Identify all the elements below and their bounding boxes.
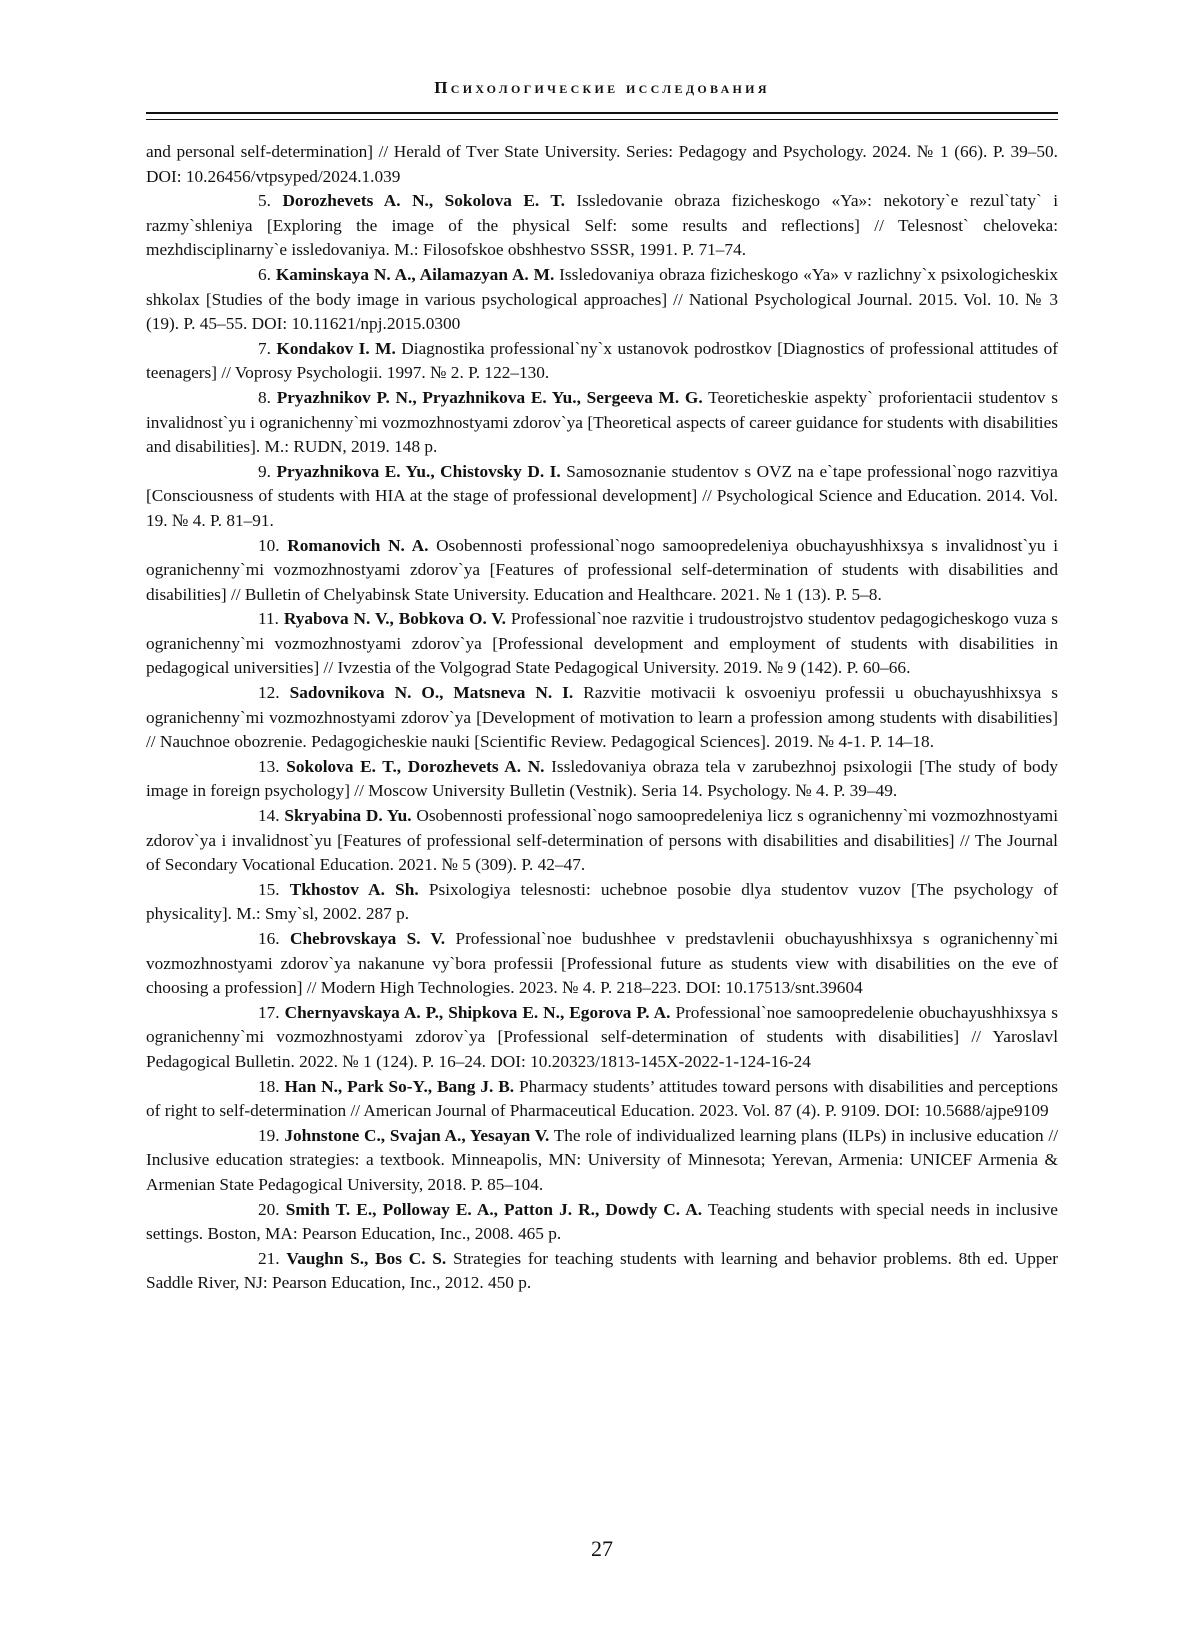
- reference-authors: Ryabova N. V., Bobkova O. V.: [284, 609, 506, 628]
- reference-authors: Smith T. E., Polloway E. A., Patton J. R., Dowdy C. A.: [286, 1200, 702, 1219]
- reference-item: [146, 1198, 1058, 1247]
- reference-item: [146, 755, 1058, 804]
- running-header: Психологические исследования: [146, 78, 1058, 98]
- reference-text: Osobennosti professional`nogo samoopredeleniya licz s ogranichenny`mi vozmozhnostyami zdorov`ya i invalidnost`yu [Features of professional self-determination of persons with disabilities and disabilities] // The Journal of Secondary Vocational Education. 2021. № 5 (309). P. 42–47.: [146, 806, 1058, 874]
- reference-number: 6.: [202, 263, 271, 288]
- reference-item: [146, 1001, 1058, 1075]
- reference-text: Samosoznanie studentov s OVZ na e`tape professional`nogo razvitiya [Consciousness of students with HIA at the stage of professional development] // Psychological Science and Education. 2014. Vol. 19. № 4. P. 81–91.: [146, 462, 1058, 530]
- reference-item: [146, 460, 1058, 534]
- reference-item: [146, 189, 1058, 263]
- references-container: [146, 189, 1058, 1296]
- reference-number: 19.: [202, 1124, 280, 1149]
- header-rule-thin: [146, 119, 1058, 120]
- reference-authors: Sadovnikova N. O., Matsneva N. I.: [290, 683, 574, 702]
- reference-item: [146, 263, 1058, 337]
- reference-number: 14.: [202, 804, 280, 829]
- reference-text: Professional`noe budushhee v predstavlenii obuchayushhixsya s ogranichenny`mi vozmozhnostyami zdorov`ya nakanune vy`bora professii [Professional future as students view with disabilities on the eve of choosing a profession] // Modern High Technologies. 2023. № 4. P. 218–223. DOI: 10.17513/snt.39604: [146, 929, 1058, 997]
- reference-list: [146, 140, 1058, 1296]
- reference-number: 16.: [202, 927, 280, 952]
- reference-item: [146, 607, 1058, 681]
- reference-number: 9.: [202, 460, 271, 485]
- reference-item: [146, 534, 1058, 608]
- reference-number: 18.: [202, 1075, 280, 1100]
- reference-text: Psixologiya telesnosti: uchebnoe posobie dlya studentov vuzov [The psychology of physicality]. M.: Smy`sl, 2002. 287 p.: [146, 880, 1058, 924]
- reference-item: [146, 1075, 1058, 1124]
- reference-text: Issledovaniya obraza fizicheskogo «Ya» v razlichny`x psixologicheskix shkolax [Studies of the body image in various psychological approaches] // National Psychological Journal. 2015. Vol. 10. № 3 (19). P. 45–55. DOI: 10.11621/npj.2015.0300: [146, 265, 1058, 333]
- page-number: 27: [146, 1536, 1058, 1562]
- reference-text: Diagnostika professional`ny`x ustanovok podrostkov [Diagnostics of professional attitudes of teenagers] // Voprosy Psychologii. 1997. № 2. P. 122–130.: [146, 339, 1058, 383]
- reference-continuation: and personal self-determination] // Herald of Tver State University. Series: Pedagogy and Psychology. 2024. № 1 (66). P. 39–50. DOI: 10.26456/vtpsyped/2024.1.039: [146, 140, 1058, 189]
- reference-text: Issledovanie obraza fizicheskogo «Ya»: nekotory`e rezul`taty` i razmy`shleniya [Exploring the image of the physical Self: some results and reflections] // Telesnost` cheloveka: mezhdisciplinarny`e issledovaniya. M.: Filosofskoe obshhestvo SSSR, 1991. P. 71–74.: [146, 191, 1058, 259]
- reference-text: Razvitie motivacii k osvoeniyu professii u obuchayushhixsya s ogranichenny`mi vozmozhnostyami zdorov`ya [Development of motivation to learn a profession among students with disabilities] // Nauchnoe obozrenie. Pedagogicheskie nauki [Scientific Review. Pedagogical Sciences]. 2019. № 4-1. P. 14–18.: [146, 683, 1058, 751]
- reference-text: Teaching students with special needs in inclusive settings. Boston, MA: Pearson Education, Inc., 2008. 465 p.: [146, 1200, 1058, 1244]
- reference-authors: Chebrovskaya S. V.: [290, 929, 445, 948]
- reference-item: [146, 1247, 1058, 1296]
- reference-text: Pharmacy students’ attitudes toward persons with disabilities and perceptions of right to self-determination // American Journal of Pharmaceutical Education. 2023. Vol. 87 (4). P. 9109. DOI: 10.5688/ajpe9109: [146, 1077, 1058, 1121]
- reference-authors: Romanovich N. A.: [287, 536, 428, 555]
- reference-text: Strategies for teaching students with learning and behavior problems. 8th ed. Upper Saddle River, NJ: Pearson Education, Inc., 2012. 450 p.: [146, 1249, 1058, 1293]
- reference-number: 5.: [202, 189, 271, 214]
- reference-number: 12.: [202, 681, 280, 706]
- reference-authors: Tkhostov A. Sh.: [290, 880, 419, 899]
- reference-number: 17.: [202, 1001, 280, 1026]
- reference-number: 20.: [202, 1198, 280, 1223]
- reference-text: Professional`noe samoopredelenie obuchayushhixsya s ogranichenny`mi vozmozhnostyami zdorov`ya [Professional self-determination of students with disabilities] // Yaroslavl Pedagogical Bulletin. 2022. № 1 (124). P. 16–24. DOI: 10.20323/1813-145X-2022-1-124-16-24: [146, 1003, 1058, 1071]
- reference-number: 13.: [202, 755, 280, 780]
- reference-authors: Pryazhnikov P. N., Pryazhnikova E. Yu., Sergeeva M. G.: [277, 388, 703, 407]
- reference-item: [146, 681, 1058, 755]
- reference-authors: Han N., Park So-Y., Bang J. B.: [285, 1077, 515, 1096]
- reference-authors: Chernyavskaya A. P., Shipkova E. N., Egorova P. A.: [285, 1003, 671, 1022]
- reference-number: 15.: [202, 878, 280, 903]
- reference-item: [146, 1124, 1058, 1198]
- reference-text: Teoreticheskie aspekty` proforientacii studentov s invalidnost`yu i ogranichenny`mi vozmozhnostyami zdorov`ya [Theoretical aspects of career guidance for students with disabilities and disabilities]. M.: RUDN, 2019. 148 p.: [146, 388, 1058, 456]
- reference-authors: Skryabina D. Yu.: [284, 806, 411, 825]
- reference-authors: Vaughn S., Bos C. S.: [286, 1249, 446, 1268]
- reference-authors: Dorozhevets A. N., Sokolova E. T.: [282, 191, 564, 210]
- reference-authors: Johnstone C., Svajan A., Yesayan V.: [284, 1126, 549, 1145]
- reference-number: 10.: [202, 534, 280, 559]
- reference-item: [146, 878, 1058, 927]
- reference-item: [146, 386, 1058, 460]
- reference-text: The role of individualized learning plans (ILPs) in inclusive education // Inclusive education strategies: a textbook. Minneapolis, MN: University of Minnesota; Yerevan, Armenia: UNICEF Armenia & Armenian State Pedagogical University, 2018. P. 85–104.: [146, 1126, 1058, 1194]
- reference-number: 7.: [202, 337, 271, 362]
- reference-number: 21.: [202, 1247, 280, 1272]
- reference-text: Issledovaniya obraza tela v zarubezhnoj psixologii [The study of body image in foreign psychology] // Moscow University Bulletin (Vestnik). Seria 14. Psychology. № 4. P. 39–49.: [146, 757, 1058, 801]
- reference-text: Professional`noe razvitie i trudoustrojstvo studentov pedagogicheskogo vuza s ogranichenny`mi vozmozhnostyami zdorov`ya [Professional development and employment of students with disabilities in pedagogical universities] // Ivzestia of the Volgograd State Pedagogical University. 2019. № 9 (142). P. 60–66.: [146, 609, 1058, 677]
- header-rule-thick: [146, 112, 1058, 114]
- reference-number: 8.: [202, 386, 271, 411]
- reference-authors: Kaminskaya N. A., Ailamazyan A. M.: [276, 265, 554, 284]
- reference-authors: Pryazhnikova E. Yu., Chistovsky D. I.: [277, 462, 561, 481]
- reference-authors: Kondakov I. M.: [276, 339, 395, 358]
- reference-authors: Sokolova E. T., Dorozhevets A. N.: [286, 757, 544, 776]
- reference-text: Osobennosti professional`nogo samoopredeleniya obuchayushhixsya s invalidnost`yu i ogranichenny`mi vozmozhnostyami zdorov`ya [Features of professional self-determination of students with disabilities and disabilities] // Bulletin of Chelyabinsk State University. Education and Healthcare. 2021. № 1 (13). P. 5–8.: [146, 536, 1058, 604]
- reference-item: [146, 927, 1058, 1001]
- reference-number: 11.: [202, 607, 279, 632]
- reference-item: [146, 337, 1058, 386]
- reference-item: [146, 804, 1058, 878]
